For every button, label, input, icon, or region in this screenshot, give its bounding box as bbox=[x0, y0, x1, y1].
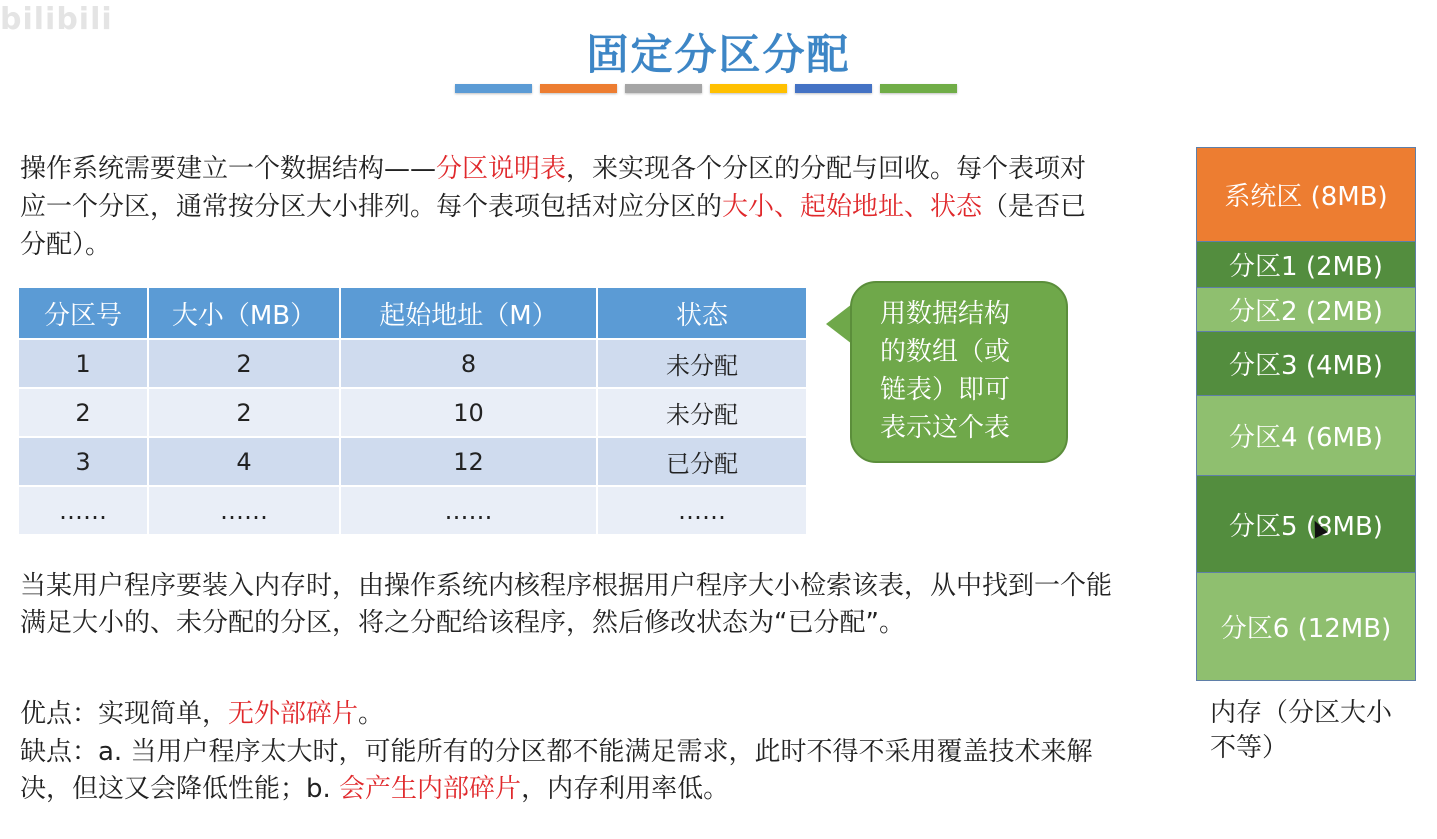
title-color-stripe bbox=[455, 84, 957, 93]
header-start-address: 起始地址（M） bbox=[340, 287, 597, 339]
memory-block: 分区3 (4MB) bbox=[1197, 331, 1415, 395]
table-cell: 3 bbox=[18, 437, 148, 486]
memory-block: 分区6 (12MB) bbox=[1197, 572, 1415, 680]
stripe-segment-6 bbox=[880, 84, 957, 93]
callout-line: 表示这个表 bbox=[880, 413, 1011, 443]
slide-title: 固定分区分配 bbox=[586, 30, 851, 79]
stripe-segment-3 bbox=[625, 84, 702, 93]
table-cell: …… bbox=[597, 486, 807, 535]
header-partition-no: 分区号 bbox=[18, 287, 148, 339]
callout-tail bbox=[826, 304, 852, 344]
partition-description-table bbox=[17, 286, 808, 536]
stripe-segment-4 bbox=[710, 84, 787, 93]
memory-block: 分区2 (2MB) bbox=[1197, 287, 1415, 331]
intro-text-1: 操作系统需要建立一个数据结构—— bbox=[20, 154, 437, 184]
callout-line: 的数组（或 bbox=[880, 337, 1011, 367]
advantages-highlight: 无外部碎片 bbox=[228, 699, 359, 729]
table-cell: …… bbox=[18, 486, 148, 535]
table-cell: 2 bbox=[148, 388, 340, 437]
table-cell: 2 bbox=[18, 388, 148, 437]
disadvantages-paragraph bbox=[20, 734, 1120, 808]
advantages-label: 优点：实现简单， bbox=[20, 699, 229, 729]
intro-text-3: （是否已分配）。 bbox=[20, 192, 1087, 260]
memory-block: 系统区 (8MB) bbox=[1197, 148, 1415, 241]
table-row bbox=[18, 388, 807, 437]
advantages-line bbox=[20, 696, 1120, 733]
table-cell: …… bbox=[148, 486, 340, 535]
header-status: 状态 bbox=[597, 287, 807, 339]
memory-caption: 内存（分区大小不等） bbox=[1210, 698, 1393, 763]
memory-diagram bbox=[1196, 147, 1416, 681]
table-cell: 未分配 bbox=[597, 339, 807, 388]
callout-bubble bbox=[850, 281, 1068, 463]
table-cell: 8 bbox=[340, 339, 597, 388]
table-cell: …… bbox=[340, 486, 597, 535]
table-cell: 1 bbox=[18, 339, 148, 388]
table-header-row bbox=[18, 287, 807, 339]
table-row bbox=[18, 486, 807, 535]
table-row bbox=[18, 437, 807, 486]
intro-paragraph bbox=[20, 150, 1110, 264]
disadvantages-highlight: 会产生内部碎片 bbox=[339, 774, 522, 804]
memory-block: 分区4 (6MB) bbox=[1197, 395, 1415, 475]
intro-text-2: ，来实现各个分区的分配与回收。每个表项对应一个分区，通常按分区大小排列。每个表项包括对应分区的 bbox=[20, 154, 1087, 222]
stripe-segment-2 bbox=[540, 84, 617, 93]
table-cell: 未分配 bbox=[597, 388, 807, 437]
table-cell: 已分配 bbox=[597, 437, 807, 486]
header-size: 大小（MB） bbox=[148, 287, 340, 339]
callout-line: 用数据结构 bbox=[880, 299, 1011, 329]
stripe-segment-1 bbox=[455, 84, 532, 93]
memory-block: 分区1 (2MB) bbox=[1197, 241, 1415, 287]
allocation-paragraph: 当某用户程序要装入内存时，由操作系统内核程序根据用户程序大小检索该表，从中找到一个能满足大小的、未分配的分区，将之分配给该程序，然后修改状态为“已分配”。 bbox=[20, 571, 1113, 638]
bilibili-watermark: bilibili bbox=[0, 2, 113, 37]
advantages-end: 。 bbox=[358, 699, 385, 729]
intro-highlight-fields: 大小、起始地址、状态 bbox=[722, 192, 983, 222]
table-row bbox=[18, 339, 807, 388]
stripe-segment-5 bbox=[795, 84, 872, 93]
callout-line: 链表）即可 bbox=[880, 375, 1011, 405]
memory-block: 分区5 (8MB) bbox=[1197, 475, 1415, 572]
disadvantages-text-2: ，内存利用率低。 bbox=[521, 774, 730, 804]
intro-highlight-table-name: 分区说明表 bbox=[436, 154, 567, 184]
table-cell: 10 bbox=[340, 388, 597, 437]
table-cell: 4 bbox=[148, 437, 340, 486]
table-cell: 12 bbox=[340, 437, 597, 486]
table-cell: 2 bbox=[148, 339, 340, 388]
disadvantages-text-1: 缺点：a. 当用户程序太大时，可能所有的分区都不能满足需求，此时不得不采用覆盖技术来解决，但这又会降低性能；b. bbox=[20, 737, 1093, 804]
